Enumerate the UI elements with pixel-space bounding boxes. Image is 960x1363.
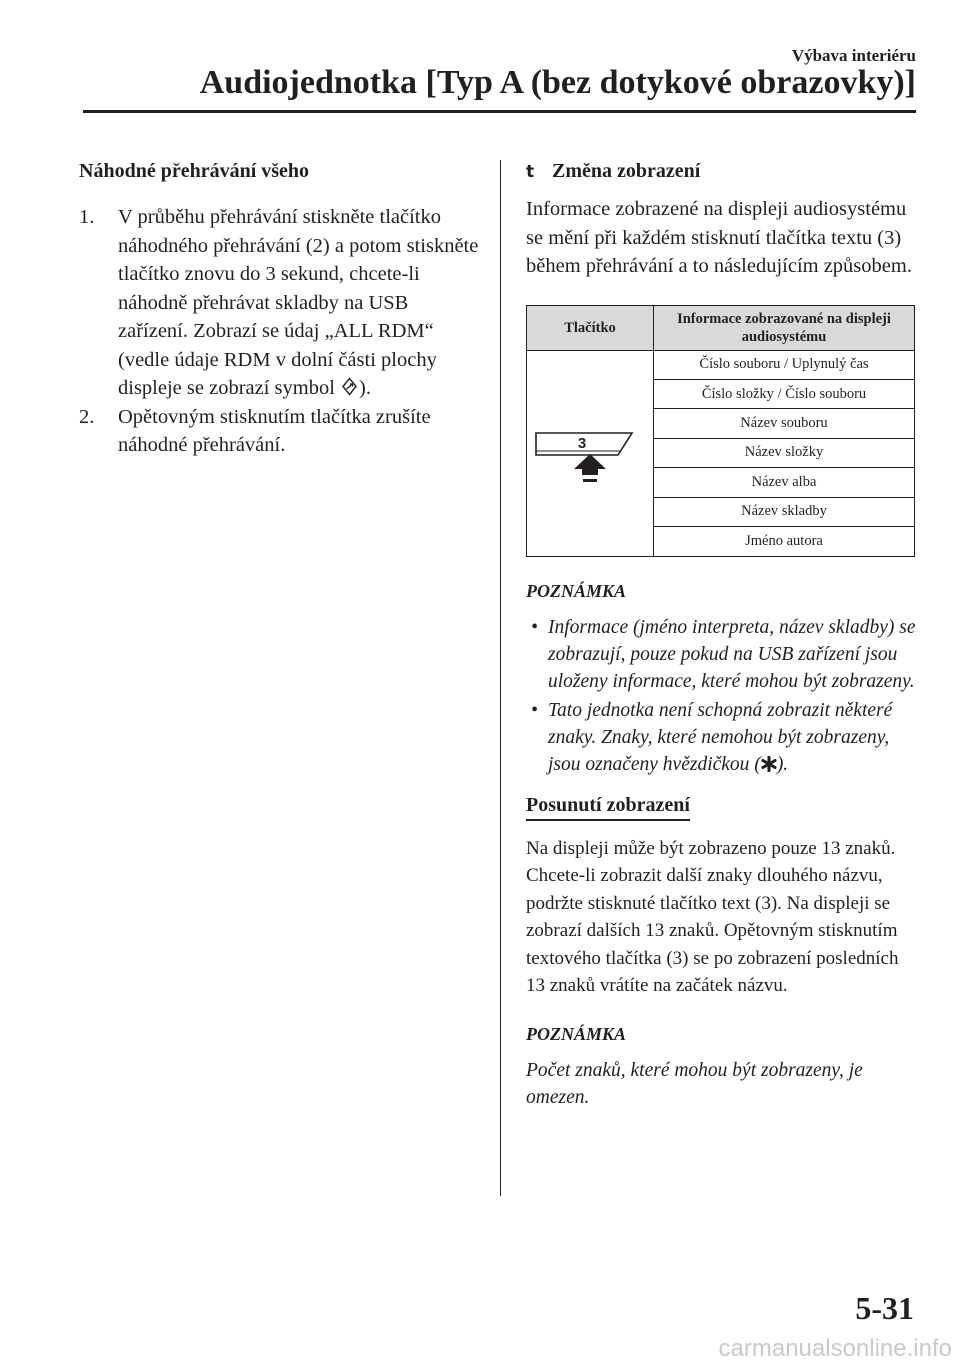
page-number: 5-31 bbox=[855, 1290, 914, 1326]
note-item-text: Tato jednotka není schopná zobrazit některé znaky. Znaky, které nemohou být zobrazeny, jsou označeny hvězdičkou ( ). bbox=[548, 699, 893, 775]
press-arrow-icon bbox=[574, 454, 606, 475]
note-heading: POZNÁMKA bbox=[526, 580, 627, 601]
note-bullet: • bbox=[531, 699, 538, 721]
text-button-number: 3 bbox=[577, 434, 587, 452]
section-bullet-icon: t bbox=[526, 161, 535, 182]
header-rule bbox=[83, 110, 916, 113]
section-label: Výbava interiéru bbox=[791, 46, 916, 65]
step-2-text: Opětovným stisknutím tlačítka zrušíte náhodné přehrávání. bbox=[118, 405, 431, 456]
footer-watermark: carmanualsonline.info bbox=[718, 1335, 952, 1362]
text-button-illustration bbox=[528, 351, 652, 551]
table-cell: Název souboru bbox=[654, 409, 915, 438]
table-header-button: Tlačítko bbox=[527, 305, 654, 350]
table-row bbox=[527, 350, 915, 379]
note-heading-2: POZNÁMKA bbox=[526, 1023, 627, 1044]
right-column bbox=[526, 160, 918, 1111]
table-header-row bbox=[527, 305, 915, 350]
column-divider bbox=[500, 160, 501, 1196]
step-1 bbox=[79, 203, 481, 403]
asterisk-icon bbox=[761, 756, 777, 772]
note-bullet: • bbox=[531, 616, 538, 638]
note-text-2: Počet znaků, které mohou být zobrazeny, je omezen. bbox=[526, 1059, 863, 1108]
table-cell: Číslo souboru / Uplynulý čas bbox=[654, 350, 915, 379]
table-header-info: Informace zobrazované na displeji audiosystému bbox=[654, 305, 915, 350]
step-1-text bbox=[118, 203, 481, 403]
display-change-title: Změna zobrazení bbox=[552, 160, 701, 182]
table-cell: Název skladby bbox=[654, 497, 915, 526]
scroll-heading: Posunutí zobrazení bbox=[526, 794, 690, 821]
step-1-number: 1. bbox=[79, 206, 95, 228]
table-cell: Číslo složky / Číslo souboru bbox=[654, 379, 915, 408]
table-cell: Jméno autora bbox=[654, 527, 915, 556]
random-play-symbol-icon bbox=[341, 377, 358, 396]
random-all-heading: Náhodné přehrávání všeho bbox=[79, 160, 310, 182]
display-info-table bbox=[526, 305, 915, 557]
note-item bbox=[526, 614, 918, 695]
note-item-text: Informace (jméno interpreta, název skladby) se zobrazují, pouze pokud na USB zařízení jsou uloženy informace, které mohou být zobrazeny. bbox=[548, 616, 916, 692]
step-2-number: 2. bbox=[79, 405, 95, 428]
left-column bbox=[79, 160, 481, 460]
table-cell: Název složky bbox=[654, 438, 915, 467]
step-1-text-main: V průběhu přehrávání stiskněte tlačítko náhodného přehrávání (2) a potom stiskněte tlačítko znovu do 3 sekund, chcete-li náhodně přehrávat skladby na USB zařízení. Zobrazí se údaj „ALL RDM“ (vedle údaje RDM v dolní části plochy displeje se zobrazí symbol bbox=[118, 206, 479, 399]
step-1-text-end: ). bbox=[359, 377, 371, 399]
note-item bbox=[526, 697, 918, 778]
display-change-heading bbox=[526, 160, 918, 183]
display-change-intro: Informace zobrazené na displeji audiosystému se mění při každém stisknutí tlačítka textu (3) během přehrávání a to následujícím způsobem. bbox=[526, 198, 912, 277]
text-button-cell bbox=[527, 350, 654, 556]
page-title: Audiojednotka [Typ A (bez dotykové obrazovky)] bbox=[199, 64, 916, 101]
step-2 bbox=[79, 403, 481, 460]
scroll-text: Na displeji může být zobrazeno pouze 13 znaků. Chcete-li zobrazit další znaky dlouhého názvu, podržte stisknuté tlačítko text (3). Na displeji se zobrazí dalších 13 znaků. Opětovným stisknutím textového tlačítka (3) se po zobrazení posledních 13 znaků vrátíte na začátek názvu. bbox=[526, 837, 899, 996]
table-cell: Název alba bbox=[654, 468, 915, 497]
